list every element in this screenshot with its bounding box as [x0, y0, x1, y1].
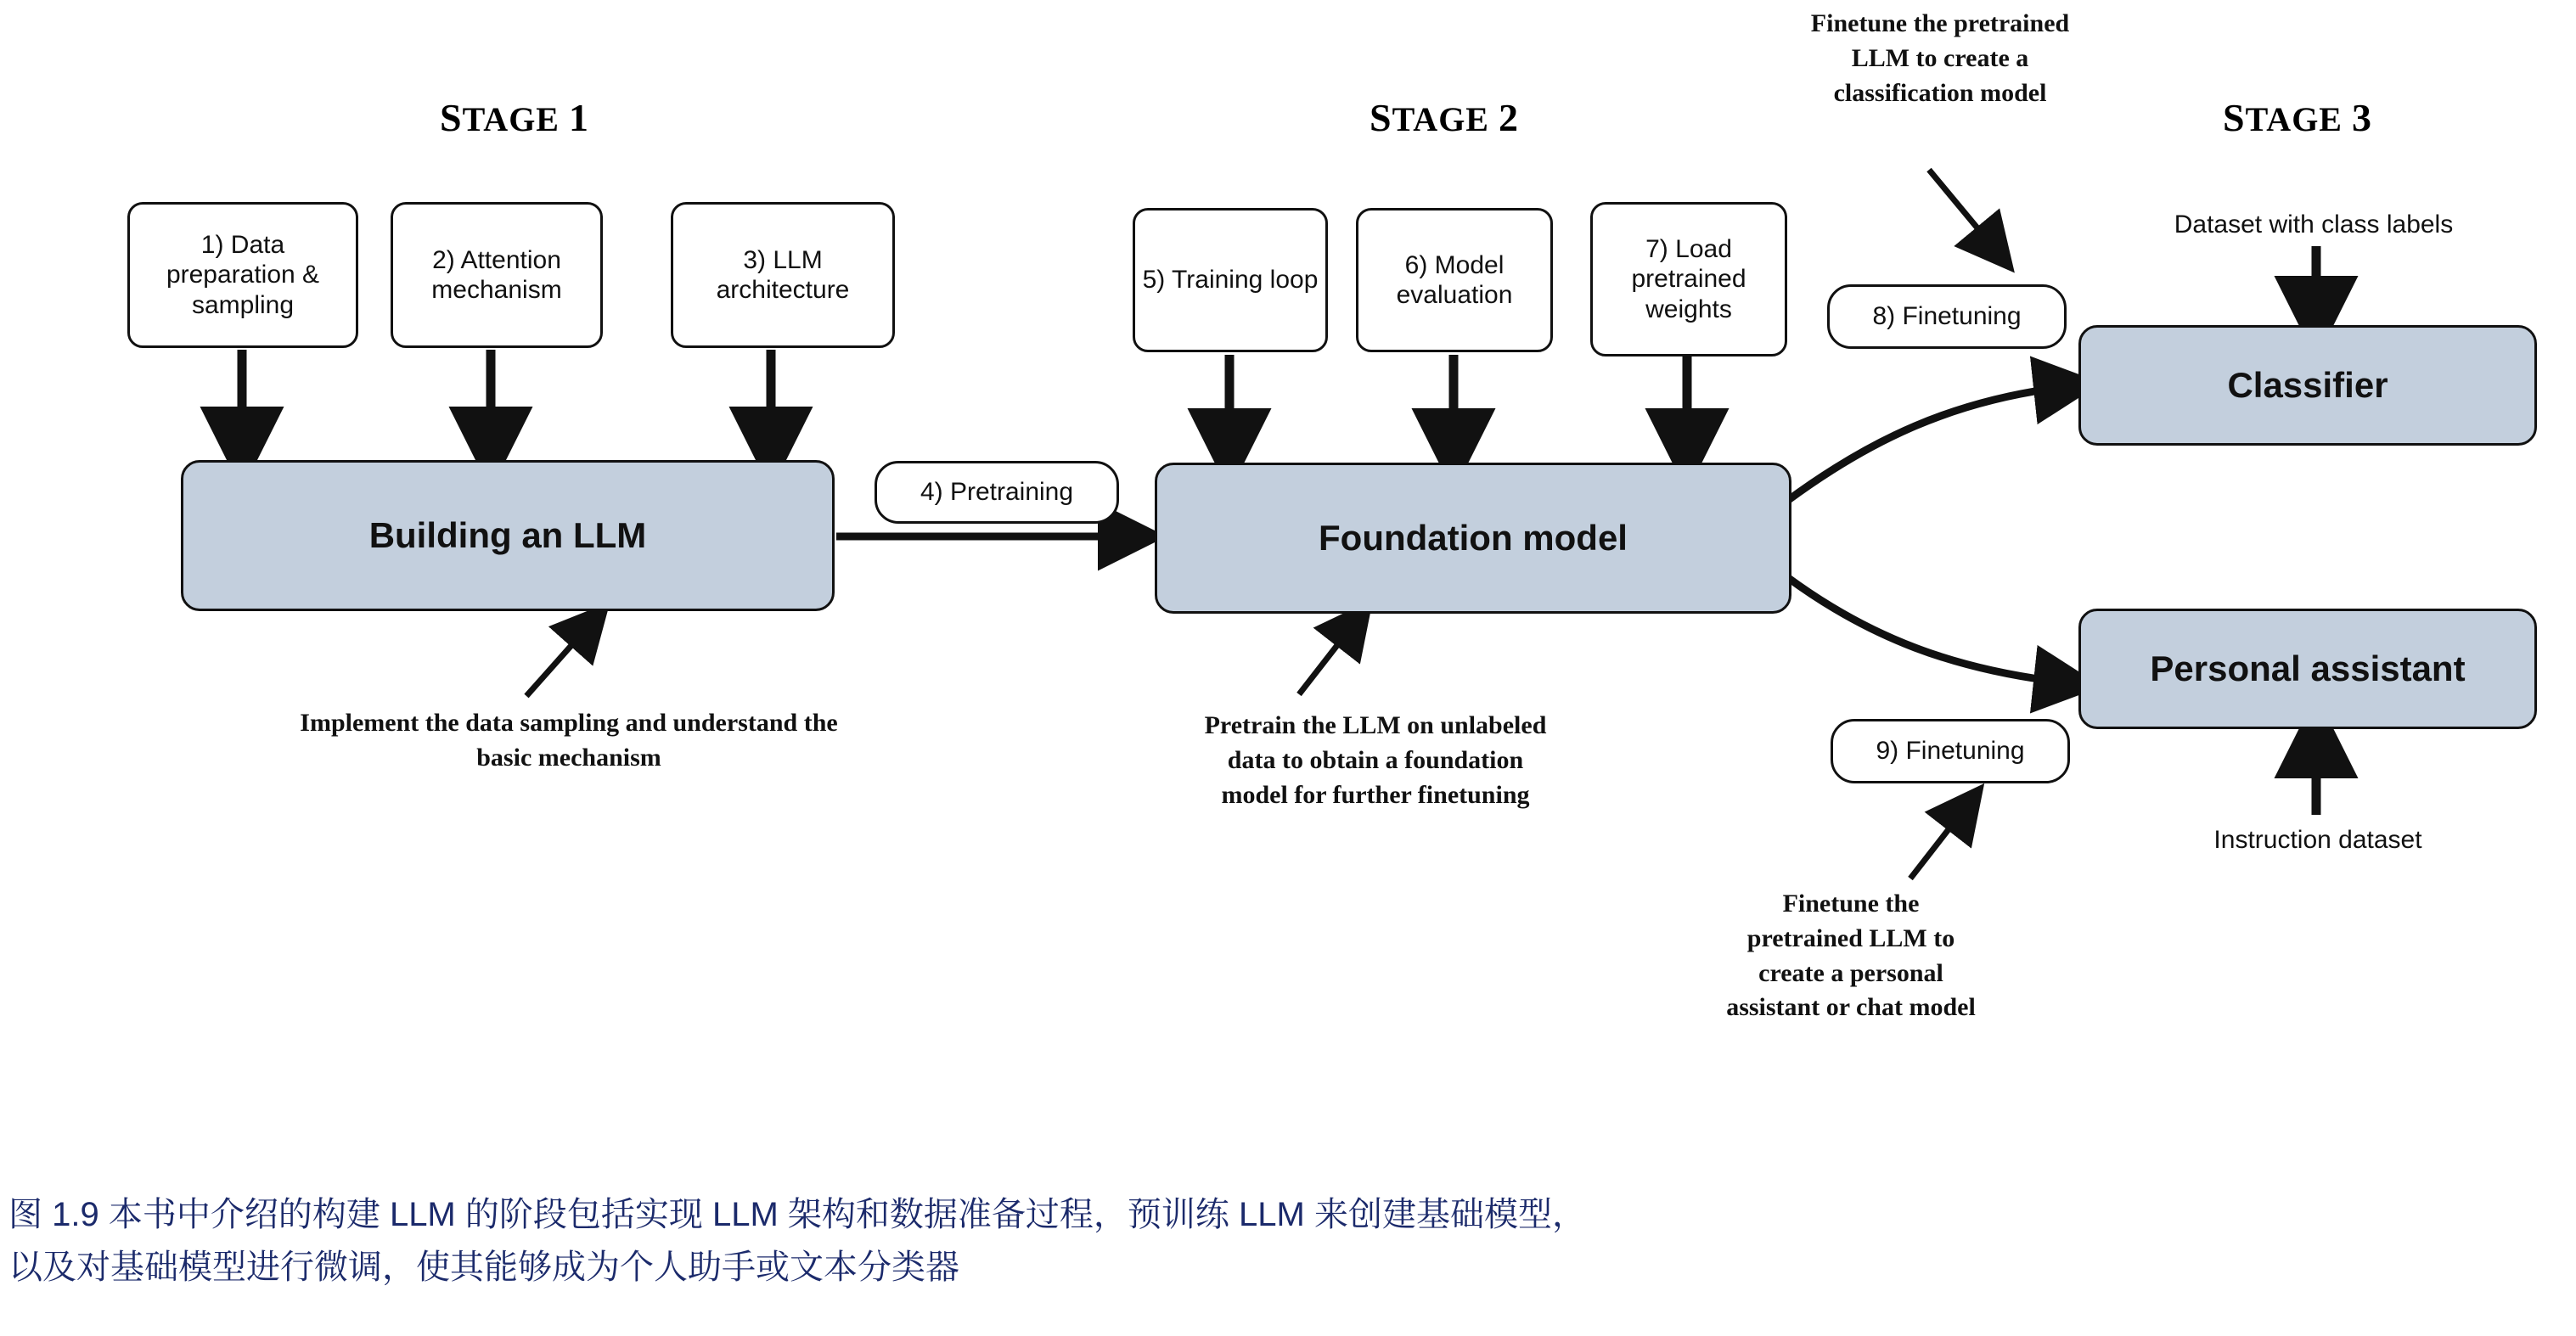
- label-dataset-with-class-labels: [2106, 208, 2522, 241]
- step-3-label: 3) LLM architecture: [716, 245, 850, 304]
- note-finetune-assistant-line1: Finetune the: [1782, 890, 1920, 918]
- instruction-dataset-text: Instruction dataset: [2213, 826, 2422, 854]
- note-stage2-line3: model for further finetuning: [1221, 780, 1530, 809]
- step-2-label: 2) Attention mechanism: [431, 245, 562, 304]
- step-box-model-evaluation[interactable]: [1356, 208, 1553, 352]
- note-finetune-classification-line3: classification model: [1833, 78, 2047, 107]
- note-finetune-assistant-line3: create a personal: [1758, 958, 1943, 987]
- caption-line-1: 图 1.9 本书中介绍的构建 LLM 的阶段包括实现 LLM 架构和数据准备过程，预训练 LLM 来创建基础模型，: [8, 1196, 1586, 1233]
- stage-1-rest: TAGE: [462, 100, 560, 138]
- stage-3-prefix: S: [2223, 96, 2246, 139]
- note-stage1: [280, 706, 858, 776]
- box-personal-assistant[interactable]: [2078, 609, 2537, 729]
- stage-2-number: 2: [1498, 96, 1519, 139]
- box-classifier[interactable]: [2078, 325, 2537, 446]
- stage-2-title: [1370, 95, 1519, 140]
- note-finetune-classification: [1732, 7, 2148, 110]
- step-box-attention-mechanism[interactable]: [391, 202, 603, 348]
- classifier-label: Classifier: [2227, 365, 2388, 405]
- foundation-model-label: Foundation model: [1319, 518, 1628, 558]
- figure-caption: [8, 1188, 2547, 1294]
- step-pill-pretraining[interactable]: [875, 461, 1119, 524]
- stage-1-number: 1: [568, 96, 589, 139]
- stage-2-rest: TAGE: [1392, 100, 1489, 138]
- stage-1-title: [440, 95, 589, 140]
- caption-line-2: 以及对基础模型进行微调，使其能够成为个人助手或文本分类器: [8, 1249, 959, 1286]
- step-7-label: 7) Load pretrained weights: [1631, 234, 1746, 323]
- note-finetune-classification-line2: LLM to create a: [1851, 43, 2029, 72]
- step-4-label: 4) Pretraining: [920, 478, 1074, 506]
- dataset-class-labels-text: Dataset with class labels: [2174, 211, 2454, 239]
- step-8-label: 8) Finetuning: [1872, 302, 2022, 330]
- note-finetune-assistant-line4: assistant or chat model: [1726, 993, 1976, 1022]
- stage-3-rest: TAGE: [2245, 100, 2343, 138]
- box-foundation-model[interactable]: [1155, 463, 1791, 614]
- stage-1-prefix: S: [440, 96, 463, 139]
- step-pill-finetuning-assistant[interactable]: [1831, 719, 2070, 783]
- note-stage1-text: Implement the data sampling and understand the basic mechanism: [300, 709, 838, 772]
- building-an-llm-label: Building an LLM: [368, 515, 647, 555]
- box-building-an-llm[interactable]: [181, 460, 835, 611]
- note-stage2-line1: Pretrain the LLM on unlabeled: [1204, 711, 1547, 739]
- note-stage2: [1112, 709, 1639, 812]
- note-finetune-classification-line1: Finetune the pretrained: [1810, 9, 2070, 37]
- label-instruction-dataset: [2127, 823, 2509, 856]
- stage-2-prefix: S: [1370, 96, 1392, 139]
- step-box-llm-architecture[interactable]: [671, 202, 895, 348]
- step-5-label: 5) Training loop: [1142, 266, 1319, 295]
- step-box-training-loop[interactable]: [1133, 208, 1328, 352]
- stage-3-title: [2223, 95, 2372, 140]
- step-pill-finetuning-classifier[interactable]: [1827, 284, 2067, 349]
- personal-assistant-label: Personal assistant: [2150, 648, 2466, 688]
- stage-3-number: 3: [2351, 96, 2372, 139]
- note-stage2-line2: data to obtain a foundation: [1227, 745, 1524, 774]
- step-box-load-pretrained-weights[interactable]: [1590, 202, 1787, 356]
- note-finetune-assistant-line2: pretrained LLM to: [1746, 923, 1955, 952]
- step-box-data-preparation[interactable]: [127, 202, 358, 348]
- step-6-label: 6) Model evaluation: [1396, 250, 1513, 309]
- step-1-label: 1) Data preparation & sampling: [166, 230, 320, 319]
- note-finetune-assistant: [1647, 887, 2055, 1025]
- step-9-label: 9) Finetuning: [1876, 737, 2025, 765]
